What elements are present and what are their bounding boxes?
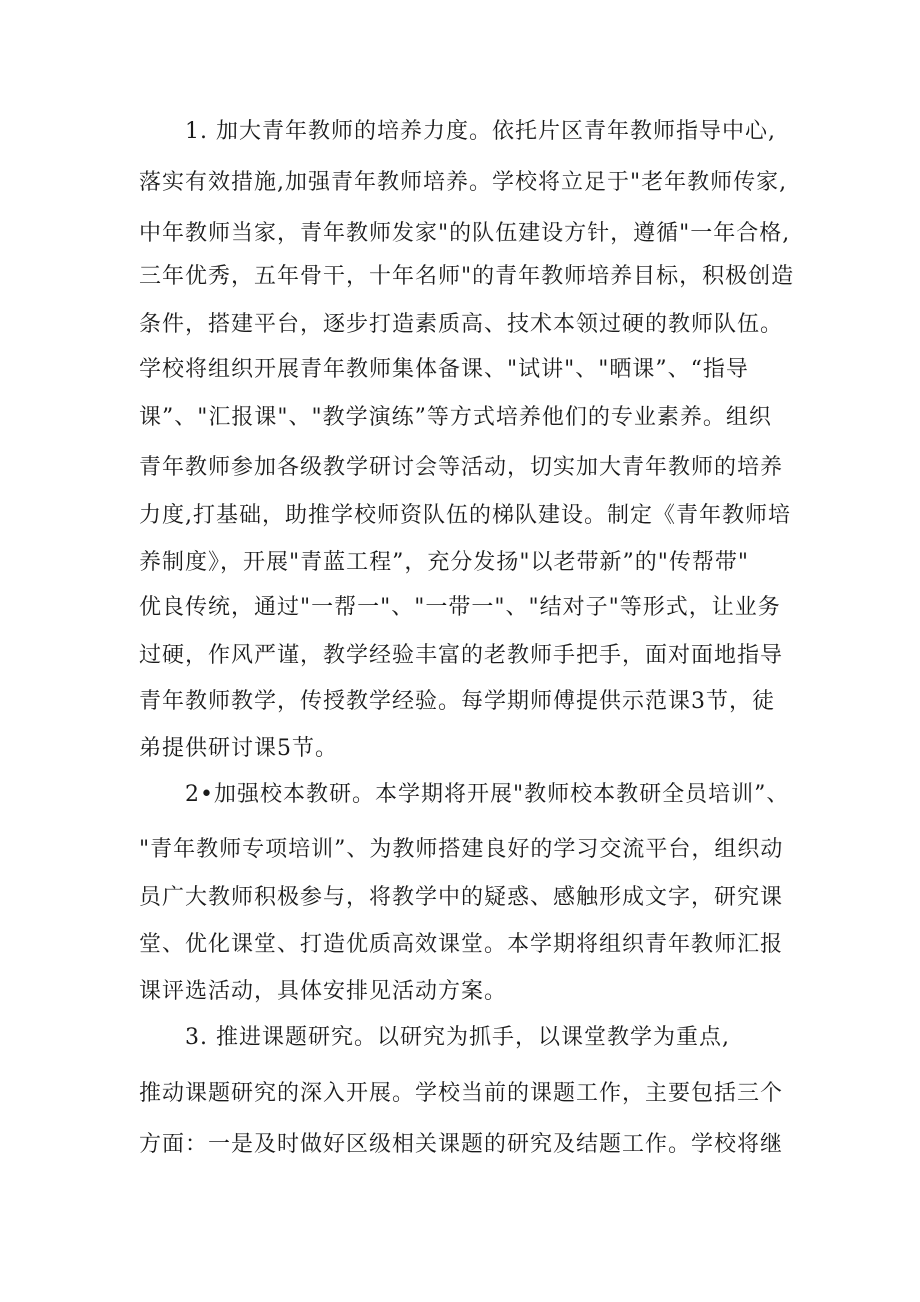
paragraph-3-line-3: 方面：一是及时做好区级相关课题的研究及结题工作。学校将继: [139, 1132, 784, 1157]
paragraph-1-line-2: 落实有效措施,加强青年教师培养。学校将立足于"老年教师传家,: [139, 170, 788, 195]
paragraph-2-line-5: 课评选活动，具体安排见活动方案。: [139, 979, 508, 1004]
paragraph-3-line-1: 3. 推进课题研究。以研究为抓手，以课堂教学为重点,: [185, 1025, 730, 1050]
paragraph-2-line-4: 堂、优化课堂、打造优质高效课堂。本学期将组织青年教师汇报: [139, 932, 784, 957]
paragraph-1-line-11: 优良传统，通过"一帮一"、"一带一"、"结对子"等形式，让业务: [139, 595, 781, 620]
paragraph-2-line-1: 2•加强校本教研。本学期将开展"教师校本教研全员培训”、: [185, 782, 790, 807]
paragraph-1-line-10: 养制度》，开展"青蓝工程”，充分发扬"以老带新”的"传帮带": [139, 550, 749, 575]
paragraph-2-line-3: 员广大教师积极参与，将教学中的疑惑、感触形成文字，研究课: [139, 885, 784, 910]
paragraph-1-line-7: 课”、"汇报课"、"教学演练”等方式培养他们的专业素养。组织: [139, 405, 772, 430]
paragraph-1-line-4: 三年优秀，五年骨干，十年名师"的青年教师培养目标，积极创造: [139, 264, 795, 289]
paragraph-3-line-2: 推动课题研究的深入开展。学校当前的课题工作，主要包括三个: [139, 1081, 784, 1106]
paragraph-1-line-5: 条件，搭建平台，逐步打造素质高、技术本领过硬的教师队伍。: [139, 312, 784, 337]
paragraph-1-line-14: 弟提供研讨课5节。: [139, 736, 338, 761]
paragraph-1-line-1: 1. 加大青年教师的培养力度。依托片区青年教师指导中心,: [185, 119, 776, 144]
paragraph-1-line-9: 力度,打基础，助推学校师资队伍的梯队建设。制定《青年教师培: [139, 503, 791, 528]
paragraph-1-line-13: 青年教师教学，传授教学经验。每学期师傅提供示范课3节，徒: [139, 689, 775, 714]
paragraph-1-line-8: 青年教师参加各级教学研讨会等活动，切实加大青年教师的培养: [139, 455, 784, 480]
paragraph-1-line-12: 过硬，作风严谨，教学经验丰富的老教师手把手，面对面地指导: [139, 643, 784, 668]
paragraph-1-line-6: 学校将组织开展青年教师集体备课、"试讲"、"晒课”、“指导: [139, 357, 749, 382]
paragraph-2-line-2: "青年教师专项培训”、为教师搭建良好的学习交流平台，组织动: [139, 837, 784, 862]
paragraph-1-line-3: 中年教师当家，青年教师发家"的队伍建设方针，遵循"一年合格,: [139, 221, 791, 246]
